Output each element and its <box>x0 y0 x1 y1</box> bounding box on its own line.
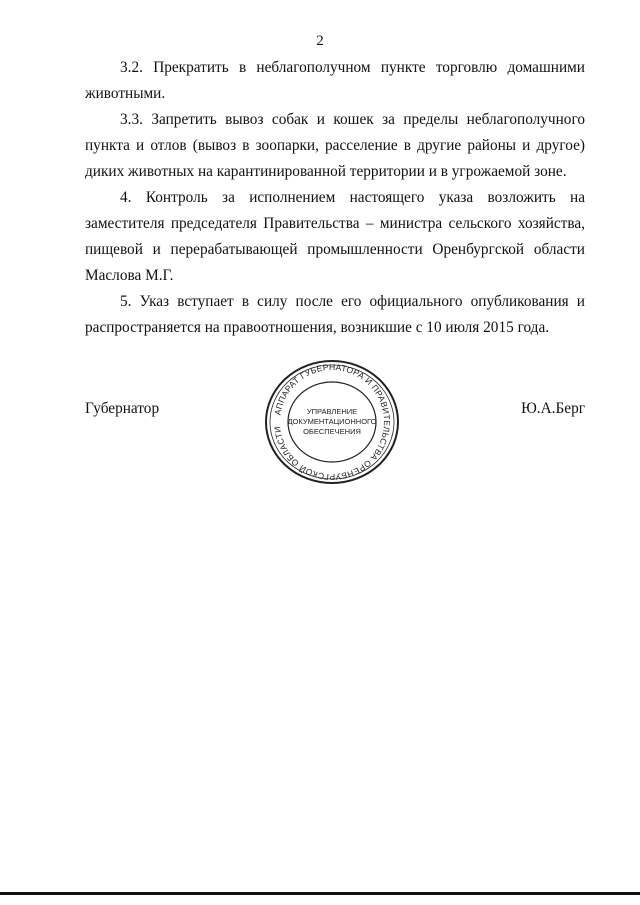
seal-ring-text: АППАРАТ ГУБЕРНАТОРА И ПРАВИТЕЛЬСТВА ОРЕНБУРГСКОЙ ОБЛАСТИ <box>272 361 393 483</box>
paragraph-3-3: 3.3. Запретить вывоз собак и кошек за пределы неблагополучного пункта и отлов (вывоз в зоопарки, расселение в другие районы и другое) диких животных на карантинированной территории и в угрожаемой зоне. <box>85 111 585 180</box>
paragraph-4: 4. Контроль за исполнением настоящего указа возложить на заместителя председателя Правительства – министра сельского хозяйства, пищевой и перерабатывающей промышленности Оренбургской области Маслова М.Г. <box>85 189 585 284</box>
official-seal <box>262 357 402 487</box>
signatory-title: Губернатор <box>85 400 160 417</box>
seal-center-line-2: ДОКУМЕНТАЦИОННОГО <box>287 417 377 426</box>
seal-center-line-1: УПРАВЛЕНИЕ <box>306 407 358 416</box>
paragraph-3-2: 3.2. Прекратить в неблагополучном пункте торговлю домашними животными. <box>85 59 585 102</box>
paragraph-5: 5. Указ вступает в силу после его официального опубликования и распространяется на правоотношения, возникшие с 10 июля 2015 года. <box>85 293 585 336</box>
signatory-name: Ю.А.Берг <box>521 400 585 417</box>
seal-center-line-3: ОБЕСПЕЧЕНИЯ <box>303 427 361 436</box>
page-number: 2 <box>316 33 324 49</box>
page-bottom-border <box>0 892 640 895</box>
